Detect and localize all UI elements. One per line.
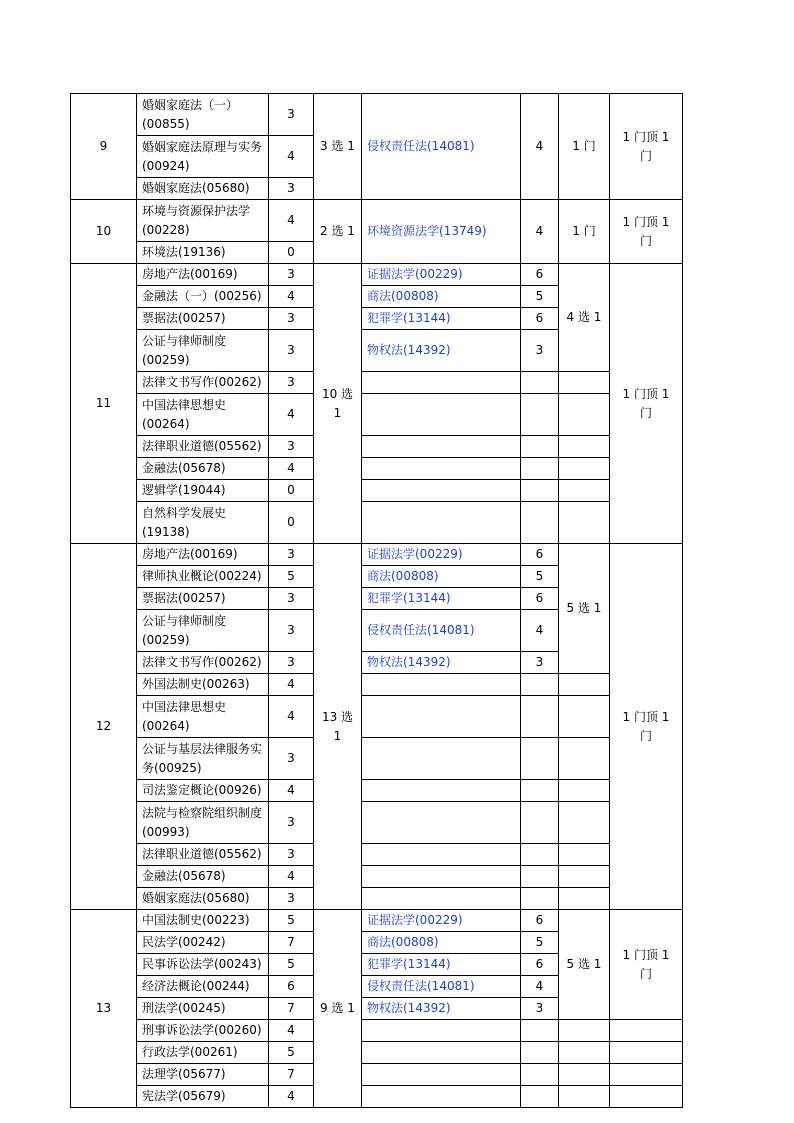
empty-cell [362, 888, 521, 910]
course-credit: 4 [269, 696, 314, 738]
course-credit: 3 [269, 308, 314, 330]
substitute-course: 商法(00808) [362, 286, 521, 308]
course-credit: 0 [269, 242, 314, 264]
course-name: 婚姻家庭法(05680) [137, 178, 269, 200]
course-name: 法理学(05677) [137, 1064, 269, 1086]
course-name: 婚姻家庭法(05680) [137, 888, 269, 910]
empty-cell [559, 780, 610, 802]
table-row [71, 1064, 683, 1086]
course-credit: 4 [269, 458, 314, 480]
empty-cell [521, 1064, 559, 1086]
course-name: 宪法学(05679) [137, 1086, 269, 1108]
course-credit: 3 [269, 610, 314, 652]
substitute-rule: 5 选 1 [559, 544, 610, 674]
course-credit: 3 [269, 264, 314, 286]
replacement-result: 1 门顶 1 门 [610, 94, 683, 200]
group-number: 12 [71, 544, 137, 910]
substitute-rule: 1 门 [559, 94, 610, 200]
empty-cell [559, 394, 610, 436]
empty-cell [362, 844, 521, 866]
course-name: 法律职业道德(05562) [137, 844, 269, 866]
substitute-rule: 1 门 [559, 200, 610, 264]
empty-cell [559, 696, 610, 738]
empty-cell [362, 738, 521, 780]
empty-cell [559, 844, 610, 866]
empty-cell [362, 1064, 521, 1086]
course-substitution-table [70, 93, 683, 1108]
substitute-course: 商法(00808) [362, 566, 521, 588]
empty-cell [521, 394, 559, 436]
course-name: 票据法(00257) [137, 588, 269, 610]
table-row [71, 1020, 683, 1042]
empty-cell [521, 372, 559, 394]
empty-cell [362, 780, 521, 802]
empty-cell [362, 436, 521, 458]
course-credit: 3 [269, 588, 314, 610]
substitute-credit: 4 [521, 200, 559, 264]
course-name: 经济法概论(00244) [137, 976, 269, 998]
course-credit: 0 [269, 480, 314, 502]
substitute-rule: 5 选 1 [559, 910, 610, 1020]
course-name: 公证与律师制度(00259) [137, 610, 269, 652]
course-credit: 4 [269, 200, 314, 242]
group-number: 11 [71, 264, 137, 544]
substitute-credit: 6 [521, 910, 559, 932]
table-row [71, 436, 683, 458]
course-credit: 3 [269, 738, 314, 780]
substitute-credit: 3 [521, 998, 559, 1020]
table-row [71, 802, 683, 844]
substitute-credit: 6 [521, 544, 559, 566]
course-credit: 4 [269, 1020, 314, 1042]
substitute-course: 证据法学(00229) [362, 264, 521, 286]
table-row [71, 394, 683, 436]
substitute-course: 侵权责任法(14081) [362, 976, 521, 998]
table-row [71, 458, 683, 480]
course-name: 金融法(05678) [137, 866, 269, 888]
replacement-result: 1 门顶 1 门 [610, 910, 683, 1020]
empty-cell [559, 888, 610, 910]
empty-cell [559, 1020, 610, 1042]
substitute-course: 商法(00808) [362, 932, 521, 954]
course-credit: 7 [269, 1064, 314, 1086]
substitute-credit: 6 [521, 588, 559, 610]
empty-cell [610, 1064, 683, 1086]
empty-cell [362, 1086, 521, 1108]
course-credit: 5 [269, 1042, 314, 1064]
group-number: 10 [71, 200, 137, 264]
empty-cell [521, 1086, 559, 1108]
table-row [71, 94, 683, 136]
course-name: 婚姻家庭法原理与实务(00924) [137, 136, 269, 178]
empty-cell [521, 844, 559, 866]
course-credit: 7 [269, 998, 314, 1020]
course-credit: 5 [269, 566, 314, 588]
course-name: 法律文书写作(00262) [137, 652, 269, 674]
course-name: 刑事诉讼法学(00260) [137, 1020, 269, 1042]
empty-cell [521, 780, 559, 802]
empty-cell [521, 696, 559, 738]
substitute-credit: 5 [521, 932, 559, 954]
course-name: 自然科学发展史(19138) [137, 502, 269, 544]
course-credit: 4 [269, 136, 314, 178]
course-credit: 7 [269, 932, 314, 954]
substitute-credit: 5 [521, 566, 559, 588]
course-credit: 3 [269, 544, 314, 566]
empty-cell [521, 1042, 559, 1064]
empty-cell [521, 480, 559, 502]
substitute-course: 证据法学(00229) [362, 544, 521, 566]
course-name: 房地产法(00169) [137, 544, 269, 566]
empty-cell [559, 480, 610, 502]
course-name: 公证与基层法律服务实务(00925) [137, 738, 269, 780]
empty-cell [362, 1042, 521, 1064]
course-name: 中国法律思想史(00264) [137, 696, 269, 738]
course-name: 金融法（一）(00256) [137, 286, 269, 308]
empty-cell [559, 458, 610, 480]
selection-rule: 10 选 1 [314, 264, 362, 544]
course-name: 金融法(05678) [137, 458, 269, 480]
course-name: 刑法学(00245) [137, 998, 269, 1020]
course-name: 婚姻家庭法（一）(00855) [137, 94, 269, 136]
selection-rule: 9 选 1 [314, 910, 362, 1108]
course-name: 律师执业概论(00224) [137, 566, 269, 588]
empty-cell [559, 674, 610, 696]
empty-cell [362, 458, 521, 480]
table-row [71, 866, 683, 888]
substitute-credit: 5 [521, 286, 559, 308]
empty-cell [559, 866, 610, 888]
course-name: 法律职业道德(05562) [137, 436, 269, 458]
substitute-course: 证据法学(00229) [362, 910, 521, 932]
course-credit: 3 [269, 372, 314, 394]
empty-cell [362, 802, 521, 844]
replacement-result: 1 门顶 1 门 [610, 544, 683, 910]
course-credit: 3 [269, 178, 314, 200]
table-row [71, 738, 683, 780]
substitute-credit: 3 [521, 330, 559, 372]
empty-cell [559, 1042, 610, 1064]
empty-cell [559, 738, 610, 780]
course-name: 环境与资源保护法学(00228) [137, 200, 269, 242]
empty-cell [521, 436, 559, 458]
table-row [71, 1042, 683, 1064]
empty-cell [362, 1020, 521, 1042]
course-name: 法律文书写作(00262) [137, 372, 269, 394]
course-name: 环境法(19136) [137, 242, 269, 264]
group-number: 13 [71, 910, 137, 1108]
table-row [71, 264, 683, 286]
course-name: 逻辑学(19044) [137, 480, 269, 502]
course-name: 行政法学(00261) [137, 1042, 269, 1064]
course-name: 民事诉讼法学(00243) [137, 954, 269, 976]
empty-cell [521, 888, 559, 910]
group-number: 9 [71, 94, 137, 200]
substitute-course: 物权法(14392) [362, 998, 521, 1020]
empty-cell [521, 1020, 559, 1042]
substitute-course: 犯罪学(13144) [362, 954, 521, 976]
table-row [71, 844, 683, 866]
empty-cell [559, 1086, 610, 1108]
empty-cell [610, 1020, 683, 1042]
course-credit: 0 [269, 502, 314, 544]
course-name: 外国法制史(00263) [137, 674, 269, 696]
course-name: 房地产法(00169) [137, 264, 269, 286]
empty-cell [610, 1042, 683, 1064]
course-credit: 4 [269, 866, 314, 888]
substitute-credit: 4 [521, 610, 559, 652]
course-credit: 5 [269, 910, 314, 932]
course-credit: 5 [269, 954, 314, 976]
substitute-credit: 3 [521, 652, 559, 674]
course-credit: 4 [269, 674, 314, 696]
table-row [71, 502, 683, 544]
course-credit: 6 [269, 976, 314, 998]
course-name: 法院与检察院组织制度(00993) [137, 802, 269, 844]
substitute-credit: 4 [521, 976, 559, 998]
table-row [71, 1086, 683, 1108]
empty-cell [559, 502, 610, 544]
course-credit: 3 [269, 888, 314, 910]
course-name: 公证与律师制度(00259) [137, 330, 269, 372]
course-credit: 3 [269, 330, 314, 372]
course-name: 中国法律思想史(00264) [137, 394, 269, 436]
table-row [71, 910, 683, 932]
table-row [71, 200, 683, 242]
substitute-credit: 6 [521, 264, 559, 286]
substitute-course: 物权法(14392) [362, 330, 521, 372]
substitute-course: 犯罪学(13144) [362, 588, 521, 610]
empty-cell [362, 372, 521, 394]
empty-cell [362, 674, 521, 696]
course-credit: 3 [269, 802, 314, 844]
empty-cell [521, 674, 559, 696]
empty-cell [362, 480, 521, 502]
substitute-course: 物权法(14392) [362, 652, 521, 674]
course-credit: 3 [269, 844, 314, 866]
course-credit: 4 [269, 286, 314, 308]
empty-cell [362, 696, 521, 738]
table-row [71, 544, 683, 566]
course-name: 民法学(00242) [137, 932, 269, 954]
empty-cell [362, 394, 521, 436]
empty-cell [521, 866, 559, 888]
course-name: 票据法(00257) [137, 308, 269, 330]
course-name: 中国法制史(00223) [137, 910, 269, 932]
table-row [71, 888, 683, 910]
course-credit: 3 [269, 94, 314, 136]
selection-rule: 2 选 1 [314, 200, 362, 264]
table-row [71, 372, 683, 394]
selection-rule: 13 选 1 [314, 544, 362, 910]
substitute-credit: 6 [521, 308, 559, 330]
empty-cell [521, 458, 559, 480]
empty-cell [521, 502, 559, 544]
table-row [71, 780, 683, 802]
empty-cell [559, 436, 610, 458]
empty-cell [559, 1064, 610, 1086]
course-credit: 4 [269, 780, 314, 802]
table-row [71, 480, 683, 502]
substitute-credit: 6 [521, 954, 559, 976]
substitute-credit: 4 [521, 94, 559, 200]
substitute-course: 环境资源法学(13749) [362, 200, 521, 264]
replacement-result: 1 门顶 1 门 [610, 264, 683, 544]
empty-cell [610, 1086, 683, 1108]
empty-cell [362, 502, 521, 544]
replacement-result: 1 门顶 1 门 [610, 200, 683, 264]
substitute-course: 犯罪学(13144) [362, 308, 521, 330]
course-credit: 3 [269, 652, 314, 674]
course-credit: 4 [269, 1086, 314, 1108]
table-row [71, 674, 683, 696]
empty-cell [521, 738, 559, 780]
course-credit: 3 [269, 436, 314, 458]
substitute-rule: 4 选 1 [559, 264, 610, 372]
substitute-course: 侵权责任法(14081) [362, 610, 521, 652]
substitute-course: 侵权责任法(14081) [362, 94, 521, 200]
selection-rule: 3 选 1 [314, 94, 362, 200]
empty-cell [521, 802, 559, 844]
empty-cell [362, 866, 521, 888]
empty-cell [559, 802, 610, 844]
empty-cell [559, 372, 610, 394]
course-name: 司法鉴定概论(00926) [137, 780, 269, 802]
course-credit: 4 [269, 394, 314, 436]
table-row [71, 696, 683, 738]
